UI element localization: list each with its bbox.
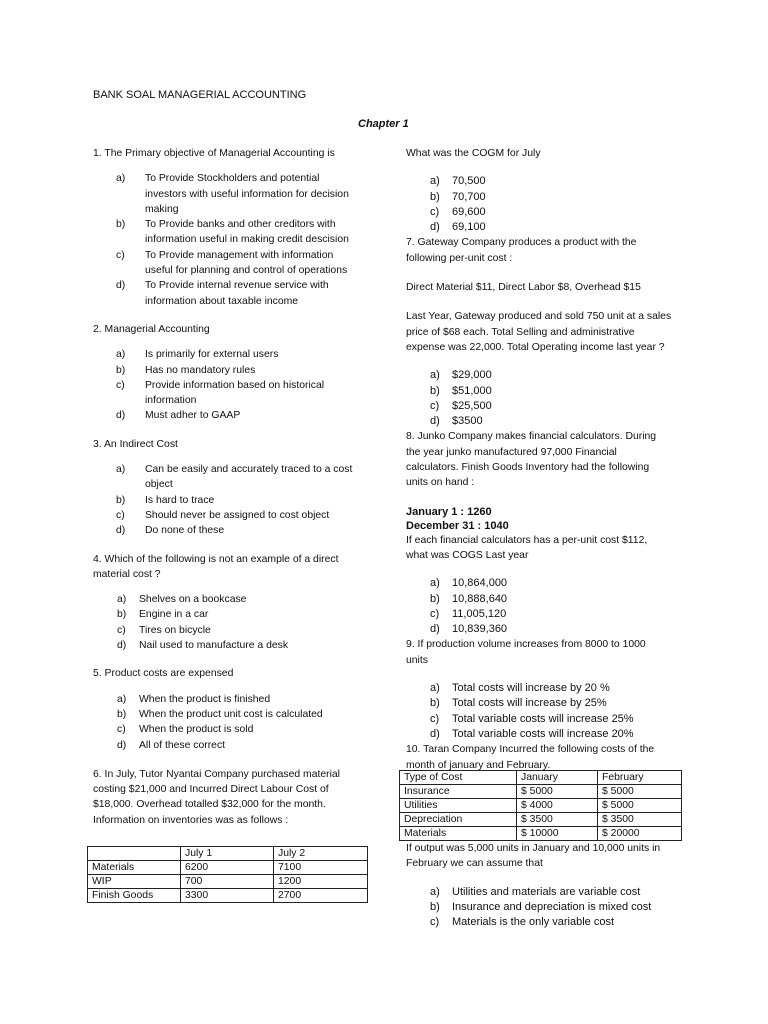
table-cell — [88, 847, 181, 861]
table-cell: February — [598, 771, 682, 785]
question-6-options — [406, 174, 706, 235]
option-d[interactable]: d) All of these correct — [117, 739, 226, 751]
table-cell: $ 10000 — [517, 827, 598, 841]
question-8: 8. Junko Company makes financial calculators. During the year junko manufactured 97,000 Financial calculators. Finish Goods Inventory had the following units on hand : — [406, 431, 657, 489]
question-5: 5. Product costs are expensed — [93, 668, 234, 680]
table-cell: $ 5000 — [517, 785, 598, 799]
question-3: 3. An Indirect Cost — [93, 438, 178, 450]
option-b[interactable]: b) $51,000 — [430, 384, 492, 397]
table-row — [400, 813, 682, 827]
option-a[interactable]: a) Total costs will increase by 20 % — [430, 682, 610, 695]
option-a[interactable]: a) Is primarily for external users — [116, 349, 279, 361]
question-4-options — [93, 592, 383, 653]
question-1-options — [93, 171, 383, 309]
question-3-options — [93, 462, 383, 538]
table-cell: July 2 — [274, 847, 368, 861]
option-c[interactable]: c) 69,600 — [430, 205, 486, 218]
option-c[interactable]: c) $25,500 — [430, 399, 492, 412]
table-cell: Materials — [88, 861, 181, 875]
table-cell: July 1 — [181, 847, 274, 861]
question-10-paragraph: If output was 5,000 units in January and 10,000 units in February we can assume that — [406, 843, 661, 870]
table-header-row — [400, 771, 682, 785]
option-b[interactable]: b) Insurance and depreciation is mixed cost — [430, 900, 652, 913]
option-b[interactable]: b) Engine in a car — [117, 609, 209, 621]
option-b[interactable]: b) 70,700 — [430, 190, 486, 203]
table-cell: Depreciation — [400, 813, 517, 827]
table-cell: 7100 — [274, 861, 368, 875]
option-b[interactable]: b) When the product unit cost is calculated — [117, 708, 323, 720]
inventory-table — [87, 846, 368, 903]
table-cell: 700 — [181, 875, 274, 889]
table-row — [88, 889, 368, 903]
table-row — [88, 861, 368, 875]
option-b[interactable]: b) To Provide banks and other creditors with information useful in making credit descision — [116, 219, 349, 246]
option-a[interactable]: a) 10,864,000 — [430, 577, 508, 590]
question-7-options — [406, 368, 706, 429]
inventory-january: January 1 : 1260 — [406, 505, 492, 518]
inventory-december: December 31 : 1040 — [406, 519, 509, 532]
option-a[interactable]: a) 70,500 — [430, 175, 486, 188]
option-a[interactable]: a) $29,000 — [430, 369, 492, 382]
option-c[interactable]: c) 11,005,120 — [430, 607, 507, 620]
option-d[interactable]: d) To Provide internal revenue service with information about taxable income — [116, 280, 329, 307]
option-c[interactable]: c) Should never be assigned to cost object — [116, 509, 330, 521]
option-a[interactable]: a) To Provide Stockholders and potential investors with useful information for decision making — [116, 173, 349, 215]
option-d[interactable]: d) Must adher to GAAP — [116, 410, 241, 422]
option-c[interactable]: c) When the product is sold — [117, 724, 254, 736]
table-cell: January — [517, 771, 598, 785]
left-column — [93, 146, 383, 828]
table-cell: 2700 — [274, 889, 368, 903]
question-8-options — [406, 576, 706, 637]
question-5-options — [93, 692, 383, 753]
question-7-costs: Direct Material $11, Direct Labor $8, Overhead $15 — [406, 282, 641, 294]
table-cell: $ 20000 — [598, 827, 682, 841]
table-cell: Insurance — [400, 785, 517, 799]
table-row — [400, 827, 682, 841]
option-a[interactable]: a) Utilities and materials are variable cost — [430, 885, 641, 898]
option-c[interactable]: c) Provide information based on historical information — [116, 379, 325, 407]
question-6: 6. In July, Tutor Nyantai Company purchased material costing $21,000 and Incurred Direct Labour Cost of $18,000. Overhead totalled $32,000 for the month. Information on inventories was as follows : — [93, 768, 340, 826]
question-9-options — [406, 681, 706, 742]
table-cell: $ 4000 — [517, 799, 598, 813]
option-a[interactable]: a) Can be easily and accurately traced to a cost object — [116, 464, 353, 491]
table-cell: $ 5000 — [598, 785, 682, 799]
table-cell: 6200 — [181, 861, 274, 875]
table-cell: $ 3500 — [517, 813, 598, 827]
option-a[interactable]: a) Shelves on a bookcase — [117, 594, 247, 606]
table-header-row — [88, 847, 368, 861]
option-c[interactable]: c) Tires on bicycle — [117, 624, 211, 636]
option-b[interactable]: b) Is hard to trace — [116, 494, 215, 506]
table-cell: 3300 — [181, 889, 274, 903]
option-d[interactable]: d) 69,100 — [430, 221, 486, 234]
question-7-paragraph: Last Year, Gateway produced and sold 750 unit at a sales price of $68 each. Total Selling and administrative expense was 22,000. Total Operating income last year ? — [406, 311, 672, 353]
document-title: BANK SOAL MANAGERIAL ACCOUNTING — [93, 89, 307, 101]
question-2-options — [93, 347, 383, 423]
question-10: 10. Taran Company Incurred the following costs of the month of january and February. — [406, 744, 655, 771]
option-d[interactable]: d) Total variable costs will increase 20% — [430, 727, 634, 740]
chapter-heading: Chapter 1 — [358, 118, 409, 130]
question-2: 2. Managerial Accounting — [93, 323, 210, 335]
option-b[interactable]: b) 10,888,640 — [430, 592, 508, 605]
option-d[interactable]: d) 10,839,360 — [430, 623, 508, 636]
table-cell: WIP — [88, 875, 181, 889]
option-b[interactable]: b) Has no mandatory rules — [116, 364, 256, 376]
table-cell: Finish Goods — [88, 889, 181, 903]
table-cell: Materials — [400, 827, 517, 841]
question-7: 7. Gateway Company produces a product with the following per-unit cost : — [406, 237, 637, 264]
table-cell: Type of Cost — [400, 771, 517, 785]
question-6-cont: What was the COGM for July — [406, 148, 541, 159]
question-10-continued — [406, 841, 706, 930]
option-c[interactable]: c) Materials is the only variable cost — [430, 916, 615, 929]
question-10-options — [406, 885, 706, 931]
option-d[interactable]: d) $3500 — [430, 415, 483, 428]
right-column — [406, 146, 706, 773]
table-row — [400, 799, 682, 813]
option-d[interactable]: d) Do none of these — [116, 525, 225, 537]
option-b[interactable]: b) Total costs will increase by 25% — [430, 697, 607, 710]
table-row — [400, 785, 682, 799]
question-9: 9. If production volume increases from 8000 to 1000 units — [406, 639, 646, 666]
option-c[interactable]: c) Total variable costs will increase 25% — [430, 712, 634, 725]
question-1: 1. The Primary objective of Managerial Accounting is — [93, 148, 335, 159]
option-a[interactable]: a) When the product is finished — [117, 693, 271, 705]
cost-table — [399, 770, 682, 841]
question-8-paragraph: If each financial calculators has a per-unit cost $112, what was COGS Last year — [406, 534, 648, 561]
option-c[interactable]: c) To Provide management with information useful for planning and control of operations — [116, 249, 348, 277]
table-cell: $ 3500 — [598, 813, 682, 827]
table-cell: 1200 — [274, 875, 368, 889]
option-d[interactable]: d) Nail used to manufacture a desk — [117, 640, 289, 652]
table-cell: $ 5000 — [598, 799, 682, 813]
question-4: 4. Which of the following is not an example of a direct material cost ? — [93, 553, 339, 580]
table-row — [88, 875, 368, 889]
table-cell: Utilities — [400, 799, 517, 813]
